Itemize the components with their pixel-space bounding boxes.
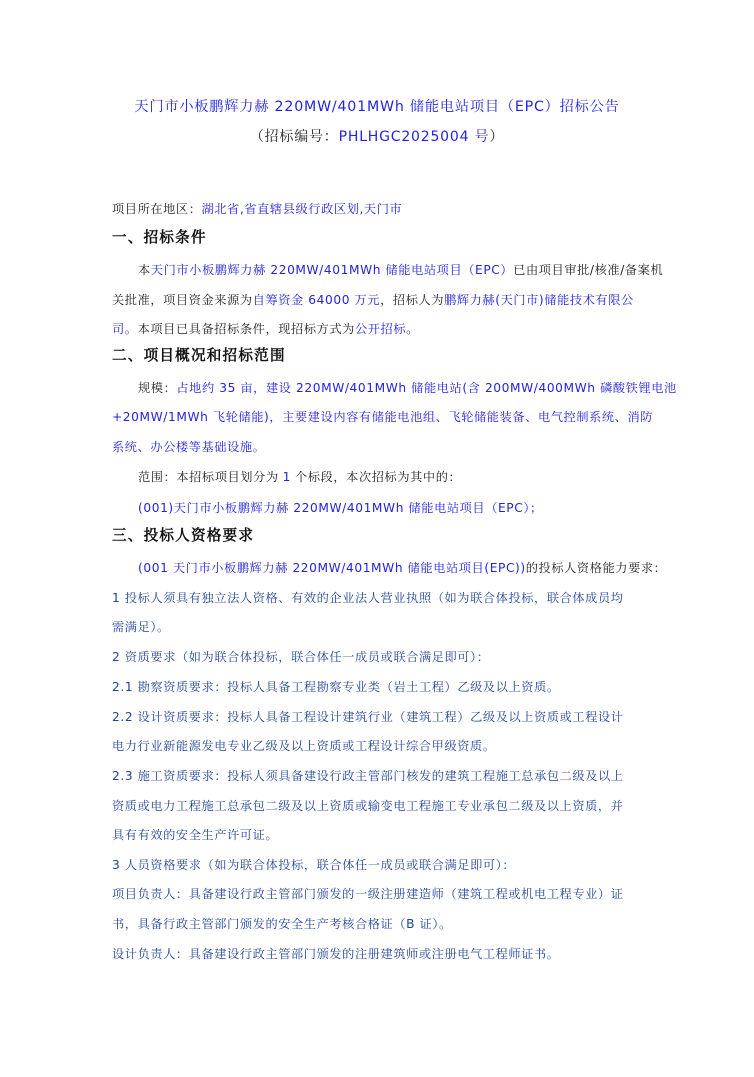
lot-reference: (001 天门市小板鹏辉力赫 220MW/401MWh 储能电站项目(EPC)) xyxy=(138,561,526,575)
text-run: 已由项目审批/核准/备案机 xyxy=(513,263,664,277)
fund-source: 自筹资金 64000 万元 xyxy=(252,293,381,307)
section-heading-project-overview: 二、项目概况和招标范围 xyxy=(112,347,286,364)
tenderer-name: 鹏辉力赫(天门市)储能技术有限公 xyxy=(444,293,634,307)
text-run: 。本项目已具备招标条件，现招标方式为 xyxy=(124,322,355,336)
range-line xyxy=(138,468,652,486)
text-run: ，招标人为 xyxy=(380,293,445,307)
qualification-line: 需满足）。 xyxy=(112,620,170,634)
text-run: 本 xyxy=(138,263,151,277)
project-location xyxy=(112,200,652,218)
scale-line: 系统、办公楼等基础设施。 xyxy=(112,440,266,454)
tender-number-code: PHLHGC2025004 号 xyxy=(338,129,490,145)
scale-line: +20MW/1MWh 飞轮储能)，主要建设内容有储能电池组、飞轮储能装备、电气控制系统、消防 xyxy=(112,410,654,424)
section-heading-tender-conditions: 一、招标条件 xyxy=(112,229,207,246)
tender-number-prefix: （招标编号： xyxy=(249,129,339,145)
paragraph-line xyxy=(138,261,664,279)
qualification-line: 2.1 勘察资质要求：投标人具备工程勘察专业类（岩土工程）乙级及以上资质。 xyxy=(112,680,560,694)
scale-label: 规模： xyxy=(138,381,177,395)
qualification-line: 2 资质要求（如为联合体投标，联合体任一成员或联合满足即可）： xyxy=(112,650,490,664)
text-run: 个标段，本次招标为其中的： xyxy=(295,470,462,484)
qualification-line: 3 人员资格要求（如为联合体投标，联合体任一成员或联合满足即可）： xyxy=(112,858,516,872)
text-run: 。 xyxy=(406,322,419,336)
qualification-intro xyxy=(138,559,667,577)
text-run: 的投标人资格能力要求： xyxy=(525,561,667,575)
paragraph-line xyxy=(112,320,652,338)
qualification-line: 设计负责人：具备建设行政主管部门颁发的注册建筑师或注册电气工程师证书。 xyxy=(112,947,560,961)
location-value: 湖北省,省直辖县级行政区划,天门市 xyxy=(201,202,403,216)
tender-number xyxy=(0,128,754,146)
qualification-line: 电力行业新能源发电专业乙级及以上资质或工程设计综合甲级资质。 xyxy=(112,739,496,753)
qualification-line: 具有有效的安全生产许可证。 xyxy=(112,828,279,842)
qualification-line: 书，具备行政主管部门颁发的安全生产考核合格证（B 证）。 xyxy=(112,917,452,931)
tenderer-name-end: 司 xyxy=(112,322,125,336)
qualification-line: 1 投标人须具有独立法人资格、有效的企业法人营业执照（如为联合体投标，联合体成员均 xyxy=(112,591,624,605)
text-run: 范围：本招标项目划分为 xyxy=(138,470,279,484)
paragraph-line xyxy=(112,291,652,309)
tender-number-suffix: ） xyxy=(489,129,505,145)
lot-name: (001)天门市小板鹏辉力赫 220MW/401MWh 储能电站项目（EPC）； xyxy=(138,501,543,515)
scale-line xyxy=(138,379,677,397)
scale-text: 占地约 35 亩，建设 220MW/401MWh 储能电站(含 200MW/400MWh 磷酸铁锂电池 xyxy=(176,381,677,395)
tender-method: 公开招标 xyxy=(354,322,407,336)
location-label: 项目所在地区： xyxy=(112,202,202,216)
qualification-line: 2.2 设计资质要求：投标人具备工程设计建筑行业（建筑工程）乙级及以上资质或工程设计 xyxy=(112,710,624,724)
qualification-line: 2.3 施工资质要求：投标人须具备建设行政主管部门核发的建筑工程施工总承包二级及以上 xyxy=(112,769,624,783)
qualification-line: 资质或电力工程施工总承包二级及以上资质或输变电工程施工专业承包二级及以上资质，并 xyxy=(112,799,624,813)
lot-count: 1 xyxy=(282,470,292,484)
text-run: 关批准，项目资金来源为 xyxy=(112,293,253,307)
project-name: 天门市小板鹏辉力赫 220MW/401MWh 储能电站项目（EPC） xyxy=(150,263,514,277)
qualification-line: 项目负责人：具备建设行政主管部门颁发的一级注册建造师（建筑工程或机电工程专业）证 xyxy=(112,887,624,901)
document-title: 天门市小板鹏辉力赫 220MW/401MWh 储能电站项目（EPC）招标公告 xyxy=(134,99,620,115)
section-heading-bidder-qualifications: 三、投标人资格要求 xyxy=(112,527,255,544)
